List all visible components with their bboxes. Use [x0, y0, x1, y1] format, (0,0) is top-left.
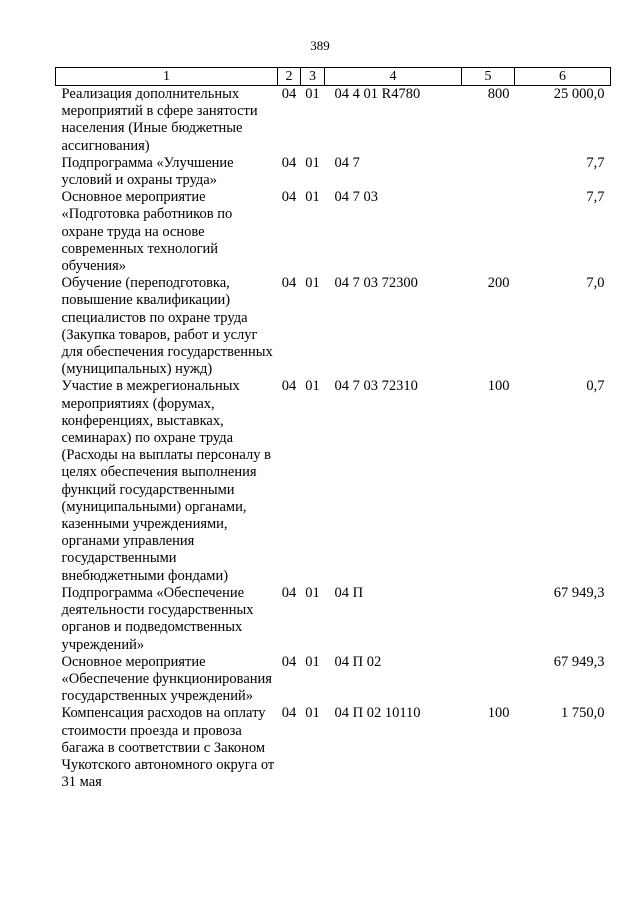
row-amount: 7,7 — [586, 154, 605, 171]
row-name: Основное мероприятие «Подготовка работников по охране труда на основе современных технологий обучения» — [61, 189, 233, 275]
row-name: Подпрограмма «Улучшение условий и охраны труда» — [61, 154, 234, 189]
row-name: Обучение (переподготовка, повышение квалификации) специалистов по охране труда (Закупка товаров, работ и услуг для обеспечения государственных (муниципальных) нужд) — [61, 275, 273, 378]
table-row — [56, 189, 611, 275]
row-amount: 7,0 — [586, 275, 605, 292]
row-name: Компенсация расходов на оплату стоимости проезда и провоза багажа в соответствии с Законом Чукотского автономного округа от 31 мая — [61, 705, 275, 791]
row-section: 04 — [281, 275, 297, 292]
budget-table — [55, 67, 611, 791]
header-col-2: 2 — [278, 68, 301, 86]
header-col-1: 1 — [56, 68, 278, 86]
table-row — [56, 155, 611, 189]
row-target-article: 04 7 03 — [334, 189, 378, 206]
row-name: Участие в межрегиональных мероприятиях (форумах, конференциях, выставках, семинарах) по охране труда (Расходы на выплаты персоналу в целях обеспечения выполнения функций государственными (муниципальными) органами, казенными учреждениями, органами управления государственными внебюджетными фондами) — [61, 378, 271, 584]
table-row — [56, 86, 611, 155]
row-name: Подпрограмма «Обеспечение деятельности государственных органов и подведомственных учреждений» — [61, 584, 254, 653]
row-amount: 1 750,0 — [561, 705, 605, 722]
row-subsection: 01 — [305, 154, 320, 171]
table-row — [56, 378, 611, 584]
row-expense-type: 800 — [487, 86, 510, 102]
header-col-5: 5 — [462, 68, 515, 86]
row-amount: 67 949,3 — [553, 584, 605, 601]
row-section: 04 — [281, 378, 297, 395]
row-section: 04 — [281, 653, 297, 670]
row-amount: 25 000,0 — [553, 86, 605, 102]
table-row — [56, 275, 611, 378]
row-expense-type — [462, 189, 515, 275]
page-number: 389 — [310, 38, 330, 53]
row-expense-type — [462, 155, 515, 189]
row-expense-type: 200 — [487, 275, 510, 292]
row-section: 04 — [281, 705, 297, 722]
row-target-article: 04 7 — [334, 154, 360, 171]
row-amount: 7,7 — [586, 189, 605, 206]
row-expense-type — [462, 585, 515, 654]
row-expense-type — [462, 654, 515, 706]
row-subsection: 01 — [305, 189, 320, 206]
row-subsection: 01 — [305, 378, 320, 395]
row-subsection: 01 — [305, 653, 320, 670]
header-col-3: 3 — [301, 68, 325, 86]
table-header — [56, 68, 611, 86]
row-target-article: 04 4 01 R4780 — [334, 86, 421, 102]
header-col-4: 4 — [325, 68, 462, 86]
table-row — [56, 705, 611, 791]
table-row — [56, 654, 611, 706]
row-target-article: 04 7 03 72310 — [334, 378, 418, 395]
row-target-article: 04 П 02 — [334, 653, 382, 670]
table-body — [56, 86, 611, 792]
row-section: 04 — [281, 584, 297, 601]
row-amount: 0,7 — [586, 378, 605, 395]
row-section: 04 — [281, 189, 297, 206]
row-section: 04 — [281, 154, 297, 171]
row-subsection: 01 — [305, 705, 320, 722]
row-section: 04 — [281, 86, 297, 102]
header-row — [56, 68, 611, 86]
table-row — [56, 585, 611, 654]
row-name: Реализация дополнительных мероприятий в сфере занятости населения (Иные бюджетные ассигнования) — [61, 86, 258, 154]
row-expense-type: 100 — [487, 378, 510, 395]
row-subsection: 01 — [305, 86, 320, 102]
row-amount: 67 949,3 — [553, 653, 605, 670]
row-target-article: 04 7 03 72300 — [334, 275, 418, 292]
row-subsection: 01 — [305, 584, 320, 601]
header-col-6: 6 — [515, 68, 611, 86]
row-target-article: 04 П — [334, 584, 364, 601]
row-target-article: 04 П 02 10110 — [334, 705, 421, 722]
row-subsection: 01 — [305, 275, 320, 292]
row-name: Основное мероприятие «Обеспечение функционирования государственных учреждений» — [61, 653, 272, 705]
row-expense-type: 100 — [487, 705, 510, 722]
